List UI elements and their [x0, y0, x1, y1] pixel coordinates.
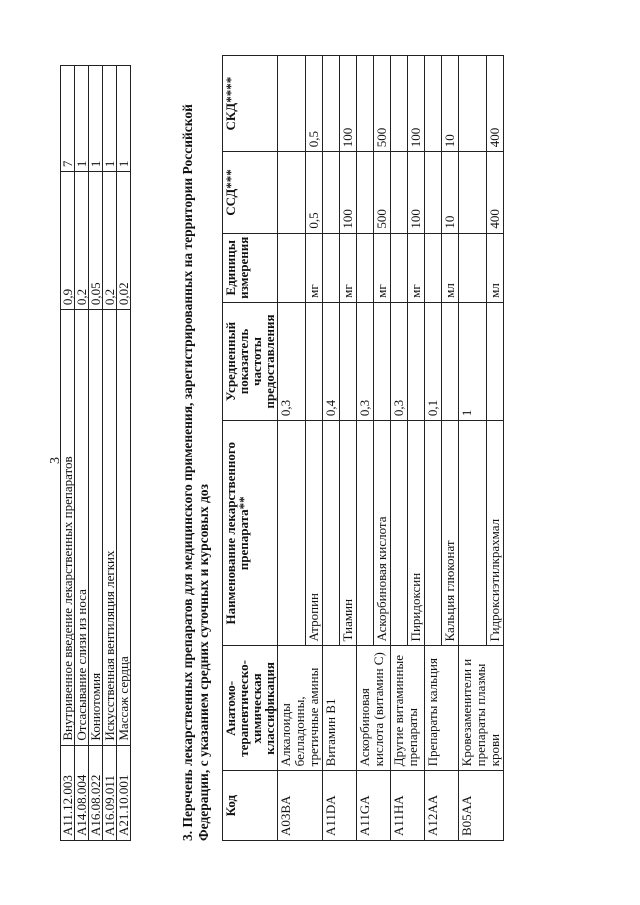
header-code: Код — [223, 771, 278, 841]
service-multiplicity: 1 — [103, 66, 117, 172]
drug-name: Пиридоксин — [408, 421, 425, 646]
service-name: Внутривенное введение лекарственных препаратов — [61, 310, 75, 746]
drug-name: Тиамин — [340, 421, 357, 646]
service-code: A21.10.001 — [117, 745, 131, 840]
header-ssd: ССД*** — [223, 152, 278, 233]
group-code: A11DA — [323, 771, 357, 841]
drug-name: Аскорбиновая кислота — [374, 421, 391, 646]
group-atc: Кровезаменители и препараты плазмы крови — [459, 646, 504, 771]
group-frequency: 1 — [459, 302, 487, 420]
drug-ssd: 100 — [408, 152, 425, 233]
group-atc: Аскорбиновая кислота (витамин С) — [357, 646, 391, 771]
drug-skd: 500 — [374, 56, 391, 152]
service-frequency: 0,02 — [117, 172, 131, 310]
service-code: A16.09.011 — [103, 745, 117, 840]
service-multiplicity: 1 — [117, 66, 131, 172]
service-name: Отсасывание слизи из носа — [75, 310, 89, 746]
table-row — [75, 66, 89, 841]
service-code: A16.08.022 — [89, 745, 103, 840]
drug-ssd: 400 — [487, 152, 504, 233]
group-code: A11GA — [357, 771, 391, 841]
drug-unit: мл — [442, 233, 459, 302]
drug-unit: мг — [340, 233, 357, 302]
table-row — [89, 66, 103, 841]
services-table — [60, 65, 131, 841]
drug-ssd: 0,5 — [306, 152, 323, 233]
group-code: A03BA — [278, 771, 323, 841]
service-frequency: 0,05 — [89, 172, 103, 310]
service-frequency: 0,2 — [75, 172, 89, 310]
header-frequency: Усредненный показатель частоты предоставления — [223, 302, 278, 420]
group-atc: Препараты кальция — [425, 646, 459, 771]
group-row — [459, 56, 487, 841]
group-frequency: 0,3 — [278, 302, 306, 420]
section-heading: 3. Перечень лекарственных препаратов для медицинского применения, зарегистрированных на территории Российской Федерации, с указанием средних суточных и курсовых доз — [180, 104, 211, 841]
group-atc: Другие витаминные препараты — [391, 646, 425, 771]
service-name: Массаж сердца — [117, 310, 131, 746]
group-frequency: 0,3 — [357, 302, 374, 420]
service-multiplicity: 7 — [61, 66, 75, 172]
table-header-row — [223, 56, 278, 841]
drug-unit: мг — [408, 233, 425, 302]
service-name: Искусственная вентиляция легких — [103, 310, 117, 746]
drug-unit: мг — [374, 233, 391, 302]
group-row — [278, 56, 306, 841]
drug-name: Гидроксиэтилкрахмал — [487, 421, 504, 646]
group-row — [425, 56, 442, 841]
group-code: A11HA — [391, 771, 425, 841]
drug-skd: 10 — [442, 56, 459, 152]
group-frequency: 0,3 — [391, 302, 408, 420]
table-row — [103, 66, 117, 841]
service-multiplicity: 1 — [75, 66, 89, 172]
drug-ssd: 500 — [374, 152, 391, 233]
group-row — [323, 56, 340, 841]
header-skd: СКД**** — [223, 56, 278, 152]
drug-skd: 400 — [487, 56, 504, 152]
group-atc: Витамин B1 — [323, 646, 357, 771]
drug-unit: мг — [306, 233, 323, 302]
service-multiplicity: 1 — [89, 66, 103, 172]
drug-ssd: 10 — [442, 152, 459, 233]
header-atc: Анатомо-терапевтическо-химическая классификация — [223, 646, 278, 771]
drug-ssd: 100 — [340, 152, 357, 233]
service-frequency: 0,9 — [61, 172, 75, 310]
drug-unit: мл — [487, 233, 504, 302]
table-row — [61, 66, 75, 841]
drug-skd: 100 — [408, 56, 425, 152]
drug-skd: 0,5 — [306, 56, 323, 152]
group-row — [391, 56, 408, 841]
page-number: 3 — [48, 457, 63, 464]
group-frequency: 0,4 — [323, 302, 340, 420]
header-drug: Наименование лекарственного препарата** — [223, 421, 278, 646]
service-code: A11.12.003 — [61, 745, 75, 840]
group-frequency: 0,1 — [425, 302, 442, 420]
group-atc: Алкалоиды белладонны, третичные амины — [278, 646, 323, 771]
service-name: Кониотомия — [89, 310, 103, 746]
service-code: A14.08.004 — [75, 745, 89, 840]
group-code: A12AA — [425, 771, 459, 841]
drug-skd: 100 — [340, 56, 357, 152]
drug-name: Атропин — [306, 421, 323, 646]
group-row — [357, 56, 374, 841]
table-row — [117, 66, 131, 841]
header-unit: Единицы измерения — [223, 233, 278, 302]
group-code: B05AA — [459, 771, 504, 841]
drug-name: Кальция глюконат — [442, 421, 459, 646]
service-frequency: 0,2 — [103, 172, 117, 310]
drugs-table — [222, 55, 504, 841]
